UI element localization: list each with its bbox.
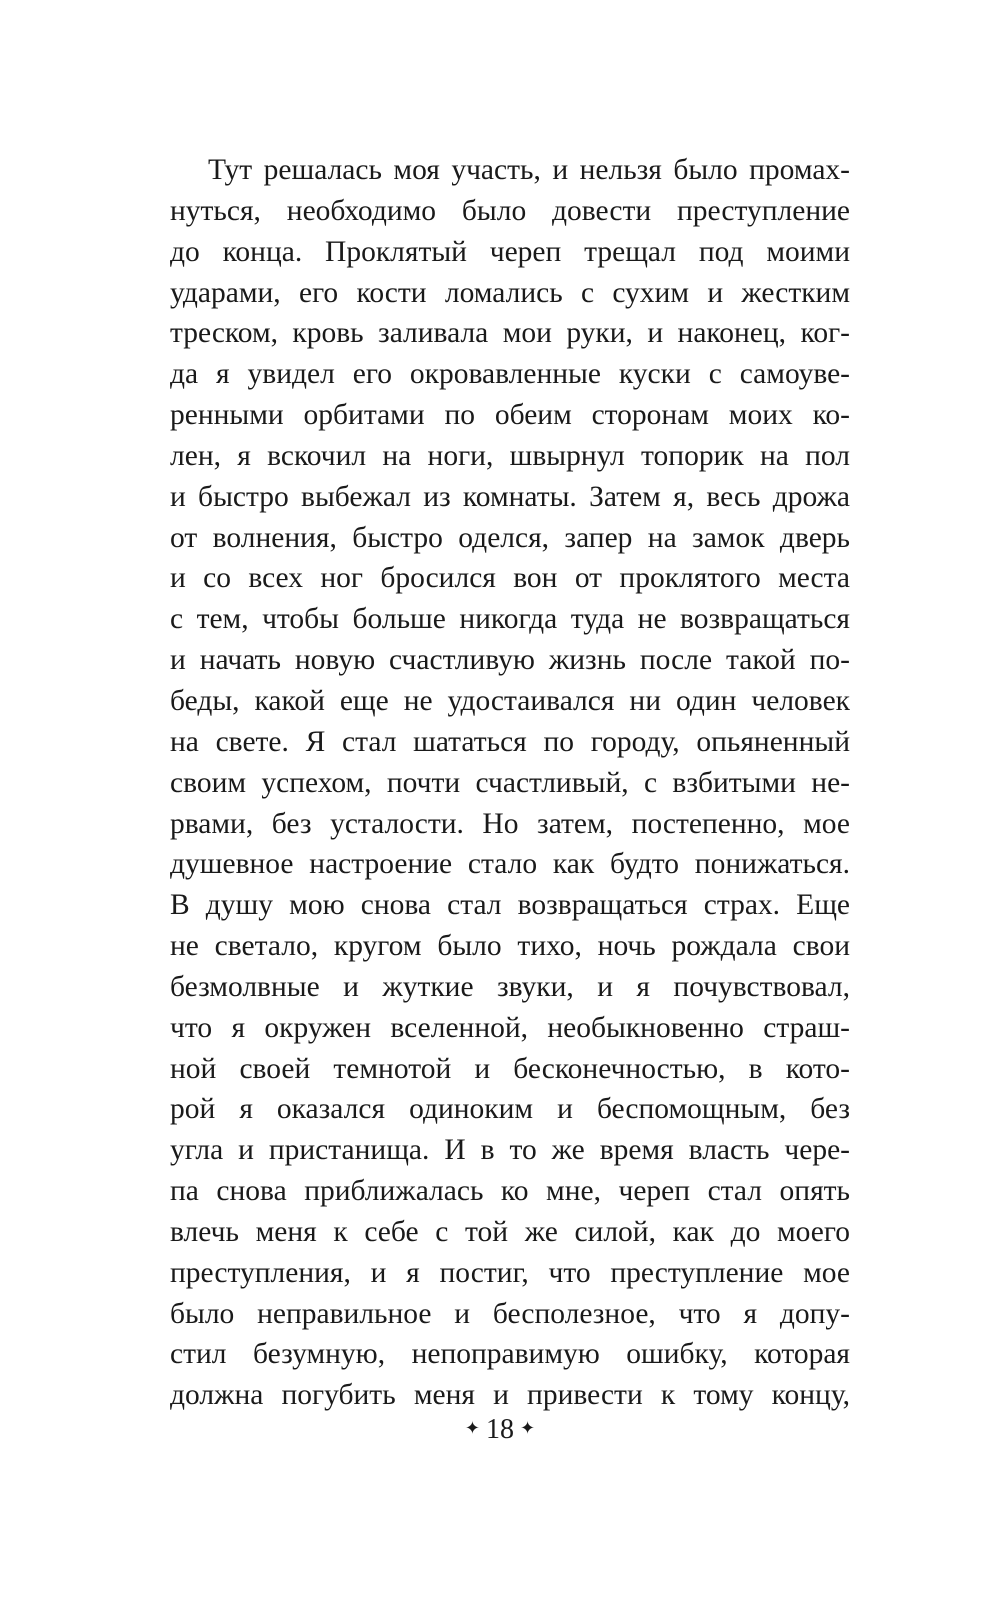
text-line: угла и пристанища. И в то же время власть чере- [170, 1134, 850, 1167]
text-line: и со всех ног бросился вон от проклятого места [170, 562, 850, 595]
text-line: рой я оказался одиноким и беспомощным, без [170, 1093, 850, 1126]
text-line: своим успехом, почти счастливый, с взбитыми не- [170, 766, 850, 799]
body-text [170, 150, 850, 1416]
text-line: ударами, его кости ломались с сухим и жестким [170, 276, 850, 309]
text-line: должна погубить меня и привести к тому концу, [170, 1379, 850, 1412]
text-line: треском, кровь заливала мои руки, и наконец, ког- [170, 317, 850, 350]
text-line: что я окружен вселенной, необыкновенно страш- [170, 1011, 850, 1044]
text-line: от волнения, быстро оделся, запер на замок дверь [170, 521, 850, 554]
page-number: 18 [486, 1413, 514, 1445]
text-line: на свете. Я стал шататься по городу, опьяненный [170, 725, 850, 758]
text-line: да я увидел его окровавленные куски с самоуве- [170, 358, 850, 391]
text-line: преступления, и я постиг, что преступление мое [170, 1256, 850, 1289]
page-number-footer [0, 1410, 1000, 1448]
text-line: лен, я вскочил на ноги, швырнул топорик на пол [170, 439, 850, 472]
text-line: Тут решалась моя участь, и нельзя было промах- [208, 154, 850, 186]
text-line: душевное настроение стало как будто понижаться. [170, 848, 850, 881]
text-line: В душу мою снова стал возвращаться страх. Еще [170, 889, 850, 922]
text-line: влечь меня к себе с той же силой, как до моего [170, 1215, 850, 1248]
text-line: ной своей темнотой и бесконечностью, в кото- [170, 1052, 850, 1085]
text-line: рвами, без усталости. Но затем, постепенно, мое [170, 807, 850, 840]
text-line: безмолвные и жуткие звуки, и я почувствовал, [170, 970, 850, 1003]
text-line: беды, какой еще не удостаивался ни один человек [170, 684, 850, 717]
text-line: нуться, необходимо было довести преступление [170, 194, 850, 227]
text-line: и быстро выбежал из комнаты. Затем я, весь дрожа [170, 480, 850, 513]
text-line: до конца. Проклятый череп трещал под моими [170, 235, 850, 268]
ornament-left-icon: ✦ [464, 1417, 480, 1438]
text-line: не светало, кругом было тихо, ночь рождала свои [170, 930, 850, 963]
text-line: было неправильное и бесполезное, что я допу- [170, 1297, 850, 1330]
text-line: и начать новую счастливую жизнь после такой по- [170, 644, 850, 677]
text-line: ренными орбитами по обеим сторонам моих ко- [170, 399, 850, 432]
text-line: с тем, чтобы больше никогда туда не возвращаться [170, 603, 850, 636]
ornament-right-icon: ✦ [520, 1417, 536, 1438]
text-line: стил безумную, непоправимую ошибку, которая [170, 1338, 850, 1371]
text-line: па снова приближалась ко мне, череп стал опять [170, 1175, 850, 1208]
